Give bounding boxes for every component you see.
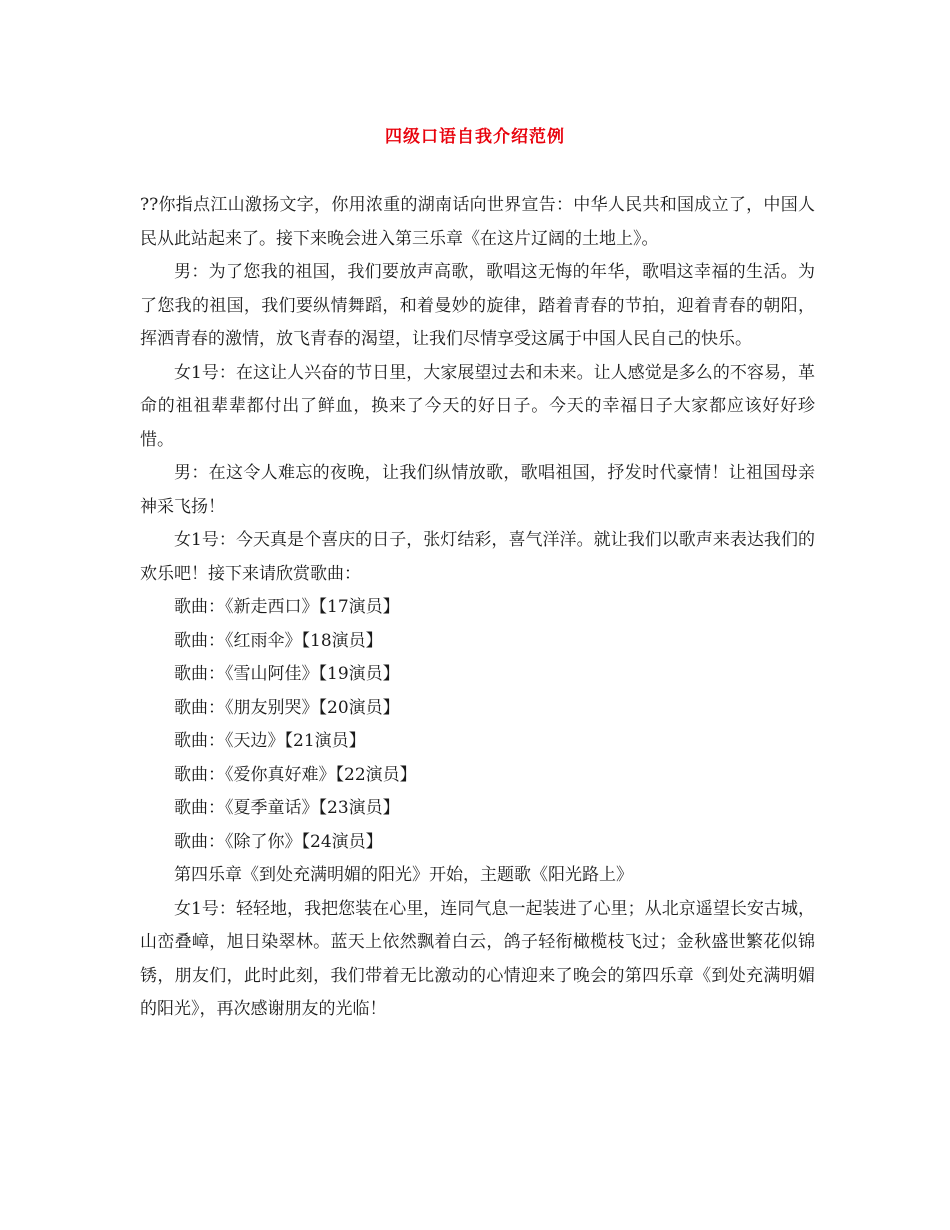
song-item: 歌曲：《朋友别哭》【20演员】: [174, 697, 400, 718]
song-item: 歌曲：《夏季童话》【23演员】: [174, 798, 400, 818]
song-item: 歌曲：《除了你》【24演员】: [174, 831, 383, 852]
paragraph-male-1: 男：为了您我的祖国，我们要放声高歌，歌唱这无悔的年华，歌唱这幸福的生活。为了您我的祖国，我们要纵情舞蹈，和着曼妙的旋律，踏着青春的节拍，迎着青春的朝阳，挥洒青春的激情，放飞青春的渴望，让我们尽情享受这属于中国人民自己的快乐。: [140, 262, 815, 349]
document-body: [140, 189, 815, 1027]
song-item: 歌曲：《雪山阿佳》【19演员】: [174, 664, 400, 684]
paragraph-intro: ??你指点江山激扬文字，你用浓重的湖南话向世界宣告：中华人民共和国成立了，中国人民从此站起来了。接下来晚会进入第三乐章《在这片辽阔的土地上》。: [140, 195, 815, 249]
song-item: 歌曲：《天边》【21演员】: [174, 731, 366, 751]
document-title: 四级口语自我介绍范例: [385, 127, 565, 147]
paragraph-female-2: 女1号：今天真是个喜庆的日子，张灯结彩，喜气洋洋。就让我们以歌声来表达我们的欢乐吧！接下来请欣赏歌曲：: [140, 530, 815, 584]
chapter-four-heading: 第四乐章《到处充满明媚的阳光》开始，主题歌《阳光路上》: [174, 865, 633, 885]
paragraph-female-1: 女1号：在这让人兴奋的节日里，大家展望过去和未来。让人感觉是多么的不容易，革命的祖祖辈辈都付出了鲜血，换来了今天的好日子。今天的幸福日子大家都应该好好珍惜。: [140, 362, 815, 450]
song-item: 歌曲：《爱你真好难》【22演员】: [174, 764, 417, 785]
paragraph-closing: 女1号：轻轻地，我把您装在心里，连同气息一起装进了心里；从北京遥望长安古城，山峦叠嶂，旭日染翠林。蓝天上依然飘着白云，鸽子轻衔橄榄枝飞过；金秋盛世繁花似锦锈，朋友们，此时此刻，我们带着无比激动的心情迎来了晚会的第四乐章《到处充满明媚的阳光》，再次感谢朋友的光临！: [140, 898, 815, 1019]
song-item: 歌曲：《红雨伞》【18演员】: [174, 630, 383, 651]
song-item: 歌曲：《新走西口》【17演员】: [174, 597, 400, 617]
paragraph-male-2: 男：在这令人难忘的夜晚，让我们纵情放歌，歌唱祖国，抒发时代豪情！让祖国母亲神采飞扬！: [140, 463, 815, 517]
